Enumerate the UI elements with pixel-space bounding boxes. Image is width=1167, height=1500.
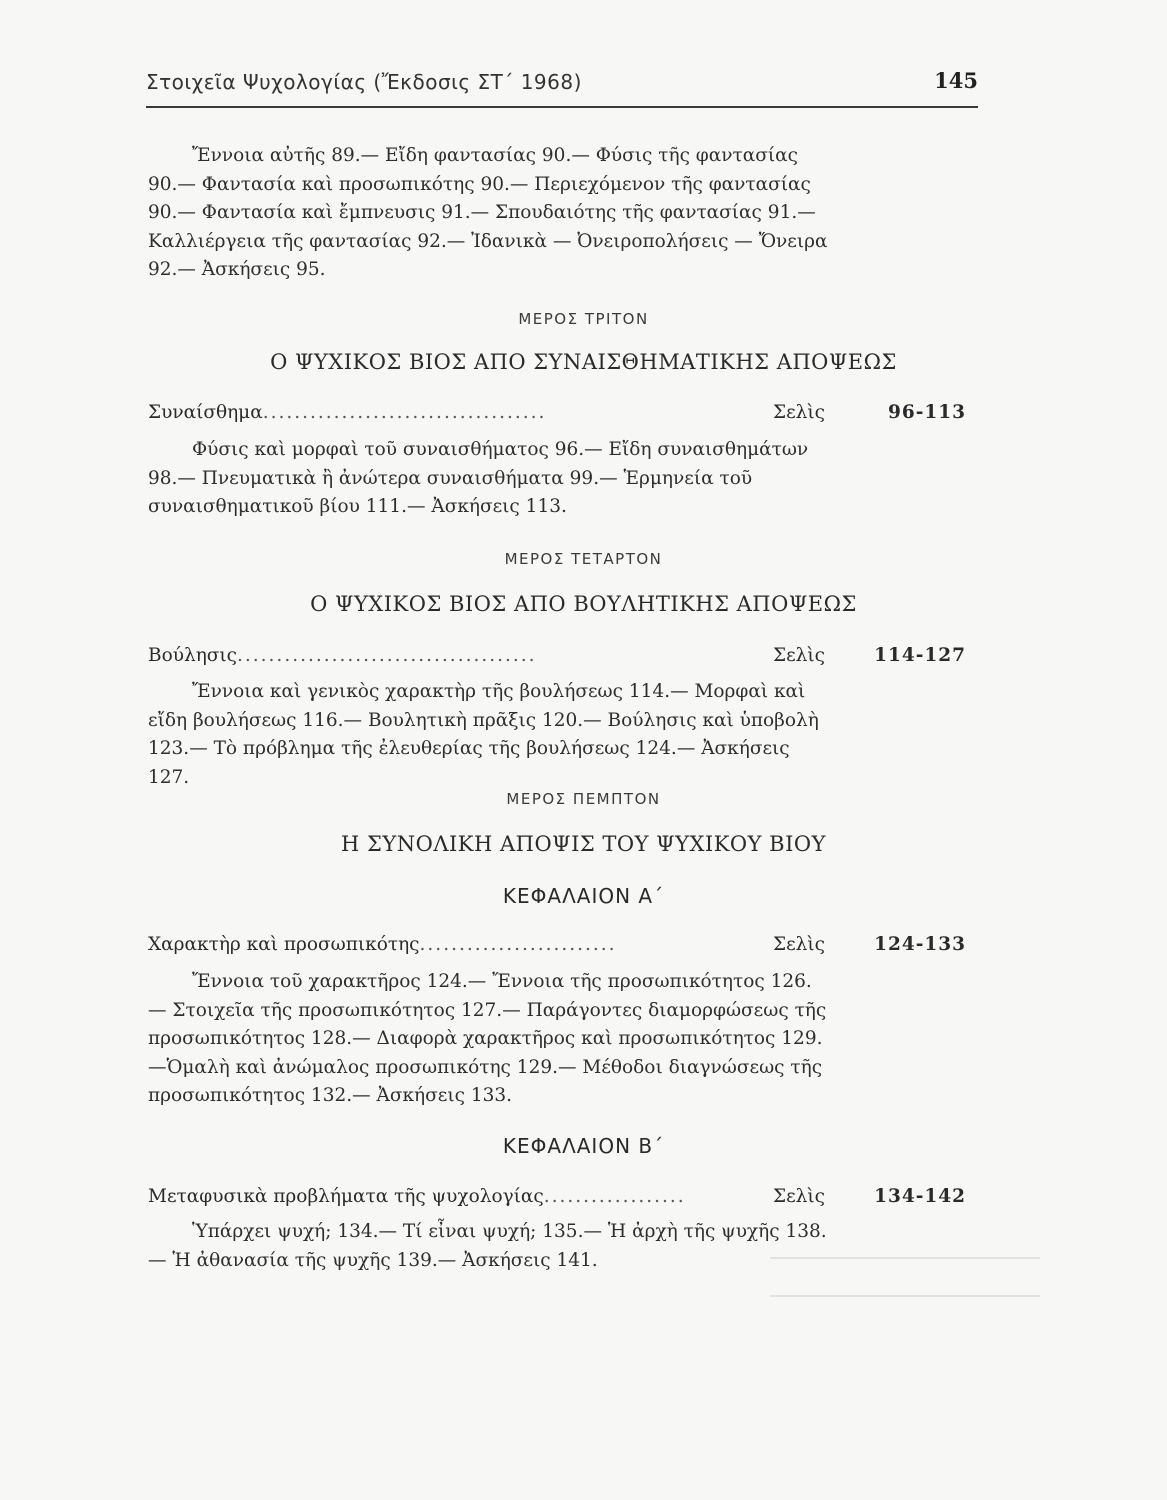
part4-label: ΜΕΡΟΣ ΤΕΤΑΡΤΟΝ — [504, 550, 663, 568]
dot-leader: ......................... — [419, 934, 617, 955]
chapter-b-label: ΚΕΦΑΛΑΙΟΝ Β΄ — [502, 1134, 665, 1158]
part3-title: Ο ΨΥΧΙΚΟΣ ΒΙΟΣ ΑΠΟ ΣΥΝΑΙΣΘΗΜΑΤΙΚΗΣ ΑΠΟΨΕΩΣ — [270, 350, 897, 374]
intro-paragraph: Ἔννοια αὐτῆς 89.— Εἴδη φαντασίας 90.— Φύσις τῆς φαντασίας 90.— Φαντασία καὶ προσωπικότης 90.— Περιεχόμενον τῆς φαντασίας 90.— Φαντασία καὶ ἔμπνευσις 91.— Σπουδαιότης τῆς φαντασίας 91.— Καλλιέργεια τῆς φαντασίας 92.— Ἰδανικὰ — Ὀνειροπολήσεις — Ὄνειρα 92.— Ἀσκήσεις 95. — [148, 145, 828, 280]
dot-leader: ...................................... — [237, 645, 537, 666]
page-range: 134-142 — [874, 1186, 966, 1207]
running-title: Στοιχεῖα Ψυχολογίας (Ἔκδοσις ΣΤ΄ 1968) — [146, 70, 582, 94]
part4-title: Ο ΨΥΧΙΚΟΣ ΒΙΟΣ ΑΠΟ ΒΟΥΛΗΤΙΚΗΣ ΑΠΟΨΕΩΣ — [310, 592, 857, 616]
chapter-b-paragraph: Ὑπάρχει ψυχή; 134.— Τί εἶναι ψυχή; 135.— Ἡ ἀρχὴ τῆς ψυχῆς 138.— Ἡ ἀθανασία τῆς ψυχῆς 139.— Ἀσκήσεις 141. — [148, 1221, 827, 1271]
show-through-stain — [770, 1257, 1040, 1327]
chapter-a-paragraph: Ἔννοια τοῦ χαρακτῆρος 124.— Ἔννοια τῆς προσωπικότητος 126.— Στοιχεῖα τῆς προσωπικότητος 127.— Παράγοντες διαμορφώσεως τῆς προσωπικότητος 128.— Διαφορὰ χαρακτῆρος καὶ προσωπικότητος 129. —Ὁμαλὴ καὶ ἀνώμαλος προσωπικότης 129.— Μέθοδοι διαγνώσεως τῆς προσωπικότητος 132.— Ἀσκήσεις 133. — [148, 971, 827, 1106]
toc-entry-title: Βούλησις — [148, 645, 238, 666]
page-number: 145 — [934, 68, 978, 93]
toc-entry-title: Μεταφυσικὰ προβλήματα τῆς ψυχολογίας — [148, 1186, 544, 1207]
pages-word: Σελὶς — [773, 1186, 826, 1207]
dot-leader: .................................... — [262, 402, 547, 423]
toc-entry-topic — [148, 402, 768, 423]
toc-entry-title: Συναίσθημα — [148, 402, 263, 423]
page-range: 96-113 — [887, 402, 966, 423]
toc-entry-chapter-a — [148, 934, 966, 964]
toc-entry-topic — [148, 1186, 768, 1207]
part3-paragraph: Φύσις καὶ μορφαὶ τοῦ συναισθήματος 96.— Εἴδη συναισθημάτων 98.— Πνευματικὰ ἢ ἀνώτερα συναισθήματα 99.— Ἑρμηνεία τοῦ συναισθηματικοῦ βίου 111.— Ἀσκήσεις 113. — [148, 439, 809, 517]
part3-label: ΜΕΡΟΣ ΤΡΙΤΟΝ — [518, 310, 649, 328]
pages-word: Σελὶς — [773, 934, 826, 955]
page-range: 124-133 — [874, 934, 966, 955]
toc-entry-chapter-b — [148, 1186, 966, 1216]
dot-leader: .................. — [543, 1186, 686, 1207]
toc-entry-part4 — [148, 645, 966, 675]
toc-entry-topic — [148, 934, 768, 955]
chapter-a-label: ΚΕΦΑΛΑΙΟΝ Α΄ — [502, 884, 665, 908]
page-header — [146, 62, 978, 108]
part5-label: ΜΕΡΟΣ ΠΕΜΠΤΟΝ — [506, 790, 661, 808]
part5-title: Η ΣΥΝΟΛΙΚΗ ΑΠΟΨΙΣ ΤΟΥ ΨΥΧΙΚΟΥ ΒΙΟΥ — [341, 832, 826, 856]
pages-word: Σελὶς — [773, 402, 826, 423]
toc-entry-topic — [148, 645, 768, 666]
page-range: 114-127 — [874, 645, 966, 666]
toc-entry-title: Χαρακτὴρ καὶ προσωπικότης — [148, 934, 420, 955]
toc-entry-part3 — [148, 402, 966, 432]
part4-paragraph: Ἔννοια καὶ γενικὸς χαρακτὴρ τῆς βουλήσεως 114.— Μορφαὶ καὶ εἴδη βουλήσεως 116.— Βουλητικὴ πρᾶξις 120.— Βούλησις καὶ ὑποβολὴ 123.— Τὸ πρόβλημα τῆς ἐλευθερίας τῆς βουλήσεως 124.— Ἀσκήσεις 127. — [148, 681, 819, 788]
pages-word: Σελὶς — [773, 645, 826, 666]
